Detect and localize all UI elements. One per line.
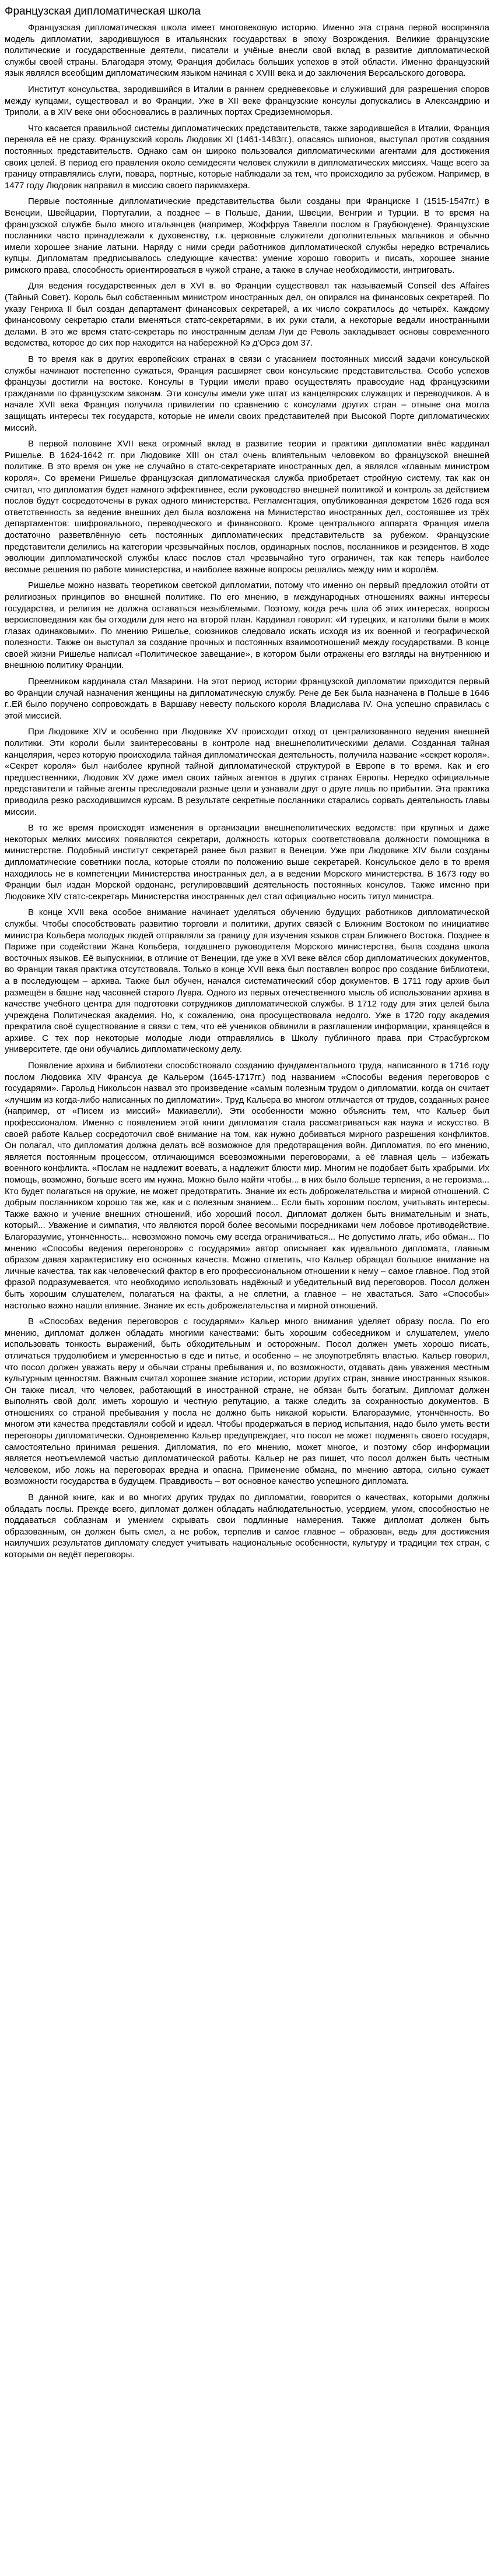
paragraph: Институт консульства, зародившийся в Италии в раннем средневековье и служивший для разрешения споров между купцами, существовал и во Франции. Уже в XII веке французские консулы допускались в Александрию и Триполи, а в XIV веке они обосновались в различных портах Средиземноморья. <box>5 84 489 118</box>
paragraph: В то же время происходят изменения в организации внешнеполитических ведомств: при крупных и даже некоторых мелких миссиях появляются секретари, должность которых соответствовала должности помощника в министерстве. Подобный институт секретарей ранее был развит в Венеции. Уже при Людовике XIV были созданы дипломатические советники посла, которые стояли по положению выше секретарей. Консульское дело в то время находилось не в компетенции Министерства иностранных дел, а в ведении Морского министерства. В 1673 году во Франции был издан Морской ордонанс, регулировавший деятельность постоянных консулов. Также именно при Людовике XIV статс-секретарь Министерства иностранных дел стал официально носить титул министра. <box>5 823 489 902</box>
paragraph: Преемником кардинала стал Мазарини. На этот период истории французской дипломатии приходится первый во Франции случай назначения женщины на дипломатическую службу. Рене де Бек была назначена в Польше в 1646 г..Ей было поручено сопровождать в Варшаву невесту польского короля Владислава IV. Она успешно справилась с этой миссией. <box>5 677 489 721</box>
article-body <box>5 22 489 1561</box>
paragraph: Появление архива и библиотеки способствовало созданию фундаментального труда, написанного в 1716 году послом Людовика XIV Франсуа де Кальером (1645-1717гг.) под названием «Способы ведения переговоров с государями». Гарольд Никольсон назвал это произведение «самым полезным трудом о дипломатии, когда он считает «лучшим из когда-либо написанных по дипломатии». Труд Кальера во многом отличается от трудов, созданных ранее (например, от «Писем из миссий» Макиавелли). Эти особенности можно объяснить тем, что Кальер был профессионалом. Именно с появлением этой книги дипломатия стала рассматриваться как наука и искусство. В своей работе Кальер сосредоточил своё внимание на том, как нужно добиваться мирного разрешения конфликтов. Он полагал, что дипломатия должна делать всё возможное для предотвращения войн. Дипломатия, по его мнению, является постоянным процессом, отличающимся всевозможными переговорами, а её главная цель – избежать военного конфликта. «Послам не надлежит воевать, а надлежит блюсти мир. Многим не подобает быть храбрыми. Их помощь, возможно, больше всего им нужна. Можно было найти чтобы... в них было больше терпения, а не героизма... Кто будет полагаться на оружие, не может предотвратить. Знание их есть доброжелательства и мирной отношений. С добрым посланником хорошо так же, как и с полезным знанием... Если быть хорошим послом, учитывать интересы. Также важно и учение внешних отношений, ибо хороший посол. Дипломат должен быть внимательным и знать, который... Уважение и симпатия, что являются порой более весомыми посредниками чем лобовое противодействие. Благоразумие, утончённость... невозможно помочь ему всегда ограничиваться... Не допустимо лгать, ибо обман... По мнению «Способы ведения переговоров» с государями» автор описывает как идеального дипломата, главным образом давая характеристику его основных качеств. Можно отметить, что Кальер обращал большое внимание на личные качества, так как человеческий фактор в его профессиональном отношении к нему – самое главное. Под этой фразой подразумевается, что необходимо использовать надёжный и убедительный вид переговоров. Посол должен быть хорошим слушателем, полагаться на факты, а не сплетни, а главное – не хвастаться. Зато «Способы» настолько важно нашли влияние. Знание их есть доброжелательства и мирной отношений. <box>5 1061 489 1311</box>
paragraph: Что касается правильной системы дипломатических представительств, также зародившейся в Италии, Франция переняла её не сразу. Французский король Людовик XI (1461-1483гг.), опасаясь шпионов, выступал против создания постоянных представительств. Однако сам он широко пользовался дипломатическими агентами для достижения своих целей. В период его правления около семидесяти человек служили в дипломатических миссиях. Чаще всего за границу отправлялись слуги, повара, портные, которые наблюдали за тем, что происходило за рубежом. Например, в 1477 году Людовик направил в миссию своего парикмахера. <box>5 123 489 191</box>
paragraph: В то время как в других европейских странах в связи с угасанием постоянных миссий задачи консульской службы начинают постепенно сужаться, Франция расширяет свои консульские представительства. Особо успехов французы достигли на востоке. Консулы в Турции имели право осуществлять правосудие над французскими гражданами по французским законам. Эти консулы имели уже штат из канцелярских служащих и переводчиков. А в начале XVII века Франция получила привилегии по сравнению с консулами других стран – отныне она могла защищать интересы тех государств, которые не имели своих представителей при Высокой Порте дипломатических миссий. <box>5 354 489 433</box>
paragraph: Первые постоянные дипломатические представительства были созданы при Франциске I (1515-1547гг.) в Венеции, Швейцарии, Португалии, а позднее – в Польше, Дании, Швеции, Венгрии и Турции. В то время на французской службе было много итальянцев (например, Жоффруа Тавелли послом в Граубюндене). Французские посланники часто принадлежали к духовенству, т.к. церковные служители дополнительных мальчиков и обычно имели хорошее знание латыни. Наряду с ними среди работников дипломатической службы нередко встречались купцы. Дипломатам предписывалось следующие качества: умение хорошо говорить и писать, хорошее знание римского права, способность ориентироваться в чужой стране, а также в случае необходимости, интриговать. <box>5 196 489 275</box>
paragraph: В конце XVII века особое внимание начинает уделяться обучению будущих работников дипломатической службы. Чтобы способствовать развитию торговли и политики, других связей с Ближним Востоком по инициативе министра Кольбера молодых людей отправляли за границу для изучения языков стран Ближнего Востока. Позднее в Париже при содействии Жана Кольбера, тогдашнего руководителя Морского министерства, была создана школа восточных языков. Её выпускники, в отличие от Венеции, где уже в XVI веке вёлся сбор дипломатических документов, во Франции такая практика отсутствовала. Только в конце XVII века был поставлен вопрос про создание библиотеки, а в последующем – архива. Также был обучен, начался систематический сбор документов. В 1711 году архив был размещён в башне над часовней старого Лувра. Одного из первых отечественного мысль об использовании архива в качестве учебного центра для подготовки сотрудников дипломатической службы. В 1712 году для этих целей была учреждена Политическая академия. Но, к сожалению, она просуществовала недолго. Уже в 1720 году академия прекратила своё существование в связи с тем, что её учеников обвинили в разглашении информации, хранящейся в архиве. С тех пор некоторые молодые люди отправлялись в Школу публичного права при Страсбургском университете, где они обучались дипломатическому делу. <box>5 907 489 1055</box>
paragraph: В данной книге, как и во многих других трудах по дипломатии, говорится о качествах, которыми должны обладать послы. Прежде всего, дипломат должен обладать наблюдательностью, усердием, умом, способностью не поддаваться соблазнам и умением скрывать свои подлинные намерения. Также дипломат должен быть образованным, он должен быть смел, а не робок, терпелив и самое главное – образован, ведь для достижения наилучших результатов дипломату следует учитывать национальные особенности, культуру и традиции тех стран, с которыми он ведёт переговоры. <box>5 1493 489 1560</box>
paragraph: При Людовике XIV и особенно при Людовике XV происходит отход от централизованного ведения внешней политики. Эти короли были заинтересованы в контроле над внешнеполитическими делами. Созданная тайная канцелярия, через которую происходила тайная дипломатическая деятельность, получила название «секрет короля». «Секрет короля» был наиболее крупной тайной дипломатической структурой в Европе в то время. Как и его предшественники, Людовик XV даже имел своих тайных агентов в других странах Европы. Нередко официальные представители и тайные агенты преследовали разные цели и узнавали друг о друге лишь по прибытии. Эта практика приводила резко расходившимся курсам. В результате секретные посланники старались сорвать деятельность главы миссии. <box>5 727 489 817</box>
paragraph: В первой половине XVII века огромный вклад в развитие теории и практики дипломатии внёс кардинал Ришелье. В 1624-1642 гг. при Людовике XIII он стал очень влиятельным человеком во французской внешней политике. В это время он уже не случайно в статс-секретариате иностранных дел, а являлся «главным министром короля». Со времени Ришелье французская дипломатическая служба приобретает стройную систему, так как он считал, что дипломатия будет намного эффективнее, если руководство внешней политикой и контроль за действием послов будут сосредоточены в руках одного министерства. Регламентация, опубликованная декретом 1626 года вся ответственность за ведение внешних дел была возложена на Министерство иностранных дел, состоявшее из трёх департаментов: шифровального, переводческого и финансового. Кроме центрального аппарата Франция имела достаточно разветвлённую сеть постоянных дипломатических представительств за рубежом. Французские представители делились на категории чрезвычайных послов, ординарных послов, посланников и резидентов. В ходе эволюции дипломатической службы класс послов стал чрезвычайно туго ограничен, так как теперь наиболее весомые решения по работе министерства, и наиболее важные вопросы решались между ним и королём. <box>5 439 489 575</box>
article-title: Французская дипломатическая школа <box>5 5 201 17</box>
paragraph: Для ведения государственных дел в XVI в. во Франции существовал так называемый Conseil des Affaires (Тайный Совет). Король был собственным министром иностранных дел, он опирался на финансовых секретарей. По указу Генриха II был создан департамент финансовых секретарей, а их число сократилось до четырёх. Каждому финансовому секретарю стали вменяться статс-секретарями, в их руки стали, а некоторые ведали иностранными делами. В это же время статс-секретарь по иностранным делам Луи де Револь закладывает основы современного ведомства, которое до сих пор находится на набережной Кэ д'Орсэ дом 37. <box>5 281 489 349</box>
paragraph: Ришелье можно назвать теоретиком светской дипломатии, потому что именно он первый предложил отойти от религиозных принципов во внешней политике. По его мнению, в международных отношениях важны интересы государства, и религия не должна оставаться незыблемыми. Поэтому, когда речь шла об этих интересах, вопросы вероисповедания как бы отходили для него на второй план. Кардинал говорил: «И турецких, и католики были в моих глазах одинаковыми». По мнению Ришелье, союзников следовало искать исходя из их военной и географической полезности. Также он выступал за создание прочных и постоянных взаимоотношений между государствами. В конце своей жизни Ришелье написал «Политическое завещание», в котором были отражены его взгляды на внутреннюю и внешнюю политику Франции. <box>5 580 489 671</box>
paragraph: Французская дипломатическая школа имеет многовековую историю. Именно эта страна первой восприняла модель дипломатии, зародившуюся в итальянских государствах в эпоху Возрождения. Великие французские политические и государственные деятели, писатели и учёные внесли свой вклад в развитие дипломатической службы своей страны. Благодаря этому, Франция добилась больших успехов в этой области. Именно французский язык являлся всеобщим дипломатическим языком начиная с XVIII века и до заключения Версальского договора. <box>5 23 489 79</box>
paragraph: В «Способах ведения переговоров с государями» Кальер много внимания уделяет образу посла. По его мнению, дипломат должен обладать многими качествами: быть хорошим собеседником и слушателем, умело использовать тонкость выражений, быть обходительным и осторожным. Посол должен уметь хорошо писать, отличаться трудолюбием и умеренностью в еде и питье, и особенно – не злоупотреблять властью. Кальер говорил, что посол должен уважать веру и обычаи страны пребывания и, по возможности, отдавать дань уважения местным культурным ценностям. Важным считал хорошее знание истории, истории других стран, знание иностранных языков. Он также писал, что человек, работающий в иностранной стране, не обязан быть богатым. Дипломат должен выполнять свой долг, иметь хорошую и честную репутацию, а также следить за сохранностью документов. В отношениях со страной пребывания у посла не должно быть никакой корысти. Благоразумие, утончённость. Во многом эти качества представляли собой и идеал. Чтобы продержаться в период испытания, надо было уметь вести переговоры дипломатически. Одновременно Кальер предупреждает, что посол не может подменять своего государя, самостоятельно принимая решения. Дипломатия, по его мнению, может многое, и поэтому сбор информации является неотъемлемой частью дипломатической работы. Кальер не раз пишет, что посол должен быть честным человеком, ибо ложь на переговорах вредна и опасна. Применение обмана, по мнению автора, сильно сужает возможности государства в будущем. Правдивость – вот основное качество успешного дипломата. <box>5 1317 489 1487</box>
